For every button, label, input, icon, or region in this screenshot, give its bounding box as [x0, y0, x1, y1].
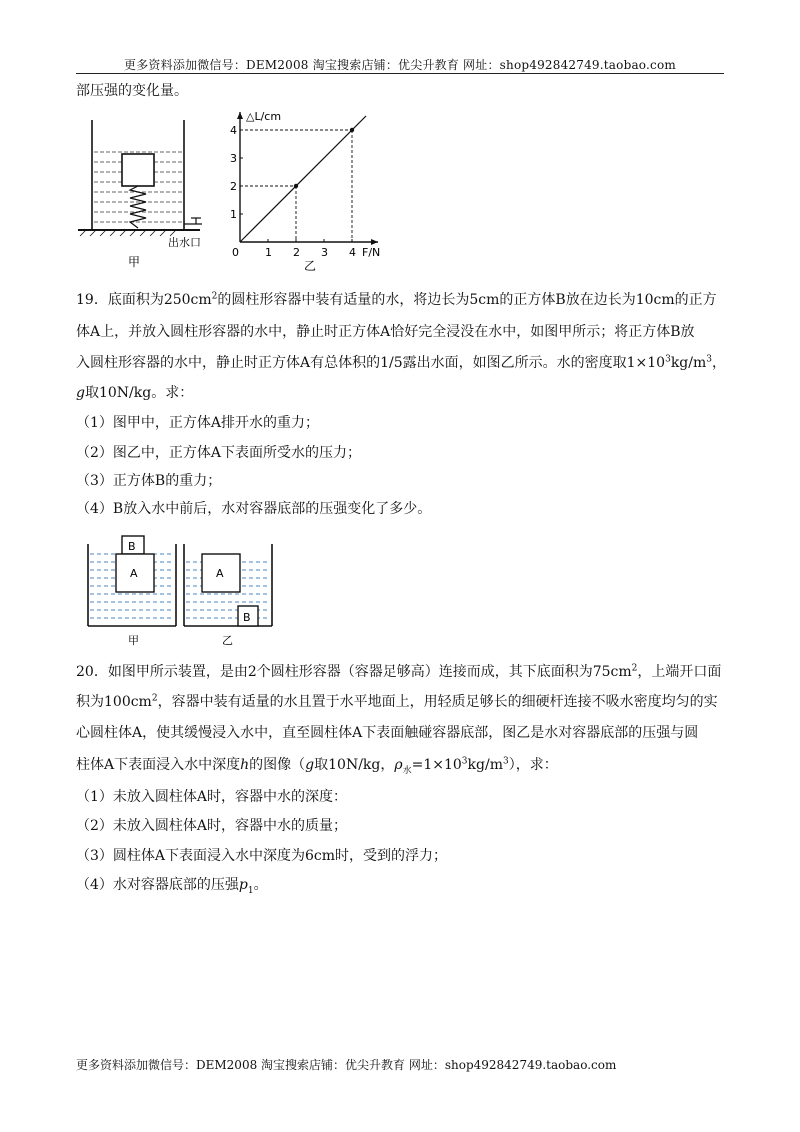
series-line [240, 116, 366, 242]
figure-yi-caption-2: 乙 [222, 634, 233, 647]
y-axis-arrow [237, 112, 243, 119]
q19-sub4: （4）B放入水中前后，水对容器底部的压强变化了多少。 [76, 501, 432, 517]
figure-container-spring [78, 110, 208, 270]
origin-label: 0 [232, 246, 239, 259]
y-axis-label: △L/cm [246, 110, 282, 123]
intro-text: 部压强的变化量。 [76, 83, 188, 99]
q19-line2: 体A上，并放入圆柱形容器的水中，静止时正方体A恰好完全浸没在水中，如图甲所示；将正方体B放 [76, 324, 695, 340]
page-footer: 更多资料添加微信号：DEM2008 淘宝搜索店铺：优尖升教育 网址：shop492842749.taobao.com [76, 1058, 617, 1072]
cube-B-jia-label: B [128, 540, 136, 553]
x-tick-label: 3 [321, 246, 328, 259]
q20-sub1: （1）未放入圆柱体A时，容器中水的深度： [76, 789, 348, 805]
deflection-force-graph [226, 108, 386, 274]
q20-sub4: （4）水对容器底部的压强$p_1$。 [76, 877, 268, 896]
x-axis-label: F/N [362, 246, 381, 259]
q19-line1: 19．底面积为$250cm^2$的圆柱形容器中装有适量的水，将边长为5cm的正方体B放在边长为10cm的正方 [76, 291, 717, 308]
cube-A-jia-label: A [130, 567, 138, 580]
figure-jia-caption-2: 甲 [128, 634, 139, 647]
q20-line2: 积为$100cm^2$，容器中装有适量的水且置于水平地面上，用轻质足够长的细硬杆连接不吸水密度均匀的实 [76, 693, 718, 710]
figure-jia-caption: 甲 [128, 255, 141, 269]
data-point [294, 184, 298, 188]
y-tick-label: 3 [230, 152, 237, 165]
x-tick-label: 4 [349, 246, 356, 259]
q19-sub2: （2）图乙中，正方体A下表面所受水的压力； [76, 445, 362, 461]
page-header: 更多资料添加微信号：DEM2008 淘宝搜索店铺：优尖升教育 网址：shop492842749.taobao.com [124, 58, 676, 72]
q19-sub3: （3）正方体B的重力； [76, 473, 222, 489]
y-tick-label: 1 [230, 208, 237, 221]
header-divider [76, 73, 724, 74]
y-tick-label: 2 [230, 180, 237, 193]
data-point [350, 128, 354, 132]
q19-sub1: （1）图甲中，正方体A排开水的重力； [76, 415, 320, 431]
q20-sub3: （3）圆柱体A下表面浸入水中深度为6cm时，受到的浮力； [76, 848, 448, 864]
x-axis-arrow [371, 239, 378, 245]
graph-yi-caption: 乙 [304, 259, 317, 273]
q20-line1: 20．如图甲所示装置，是由2个圆柱形容器（容器足够高）连接而成，其下底面积为$75cm^2$，上端开口面 [76, 663, 722, 680]
x-tick-label: 2 [293, 246, 300, 259]
cube-A-yi-label: A [216, 567, 224, 580]
q19-line4: g取10N/kg。求： [76, 385, 194, 401]
q20-sub2: （2）未放入圆柱体A时，容器中水的质量； [76, 818, 348, 834]
q20-line3: 心圆柱体A，使其缓慢浸入水中，直至圆柱体A下表面触碰容器底部，图乙是水对容器底部的压强与圆 [76, 725, 699, 741]
cube-B-yi-label: B [243, 611, 251, 624]
figure-two-containers [84, 532, 284, 648]
q20-line4: 柱体A下表面浸入水中深度h的图像（g取10N/kg，$\rho_水=1\times 10^3kg/m^3$），求： [76, 756, 558, 776]
q19-line3: 入圆柱形容器的水中，静止时正方体A有总体积的1/5露出水面，如图乙所示。水的密度取$1\times 10^3kg/m^3$， [76, 354, 726, 371]
floating-block [122, 154, 154, 186]
x-tick-label: 1 [265, 246, 272, 259]
y-tick-label: 4 [230, 124, 237, 137]
outlet-label: 出水口 [168, 236, 201, 249]
